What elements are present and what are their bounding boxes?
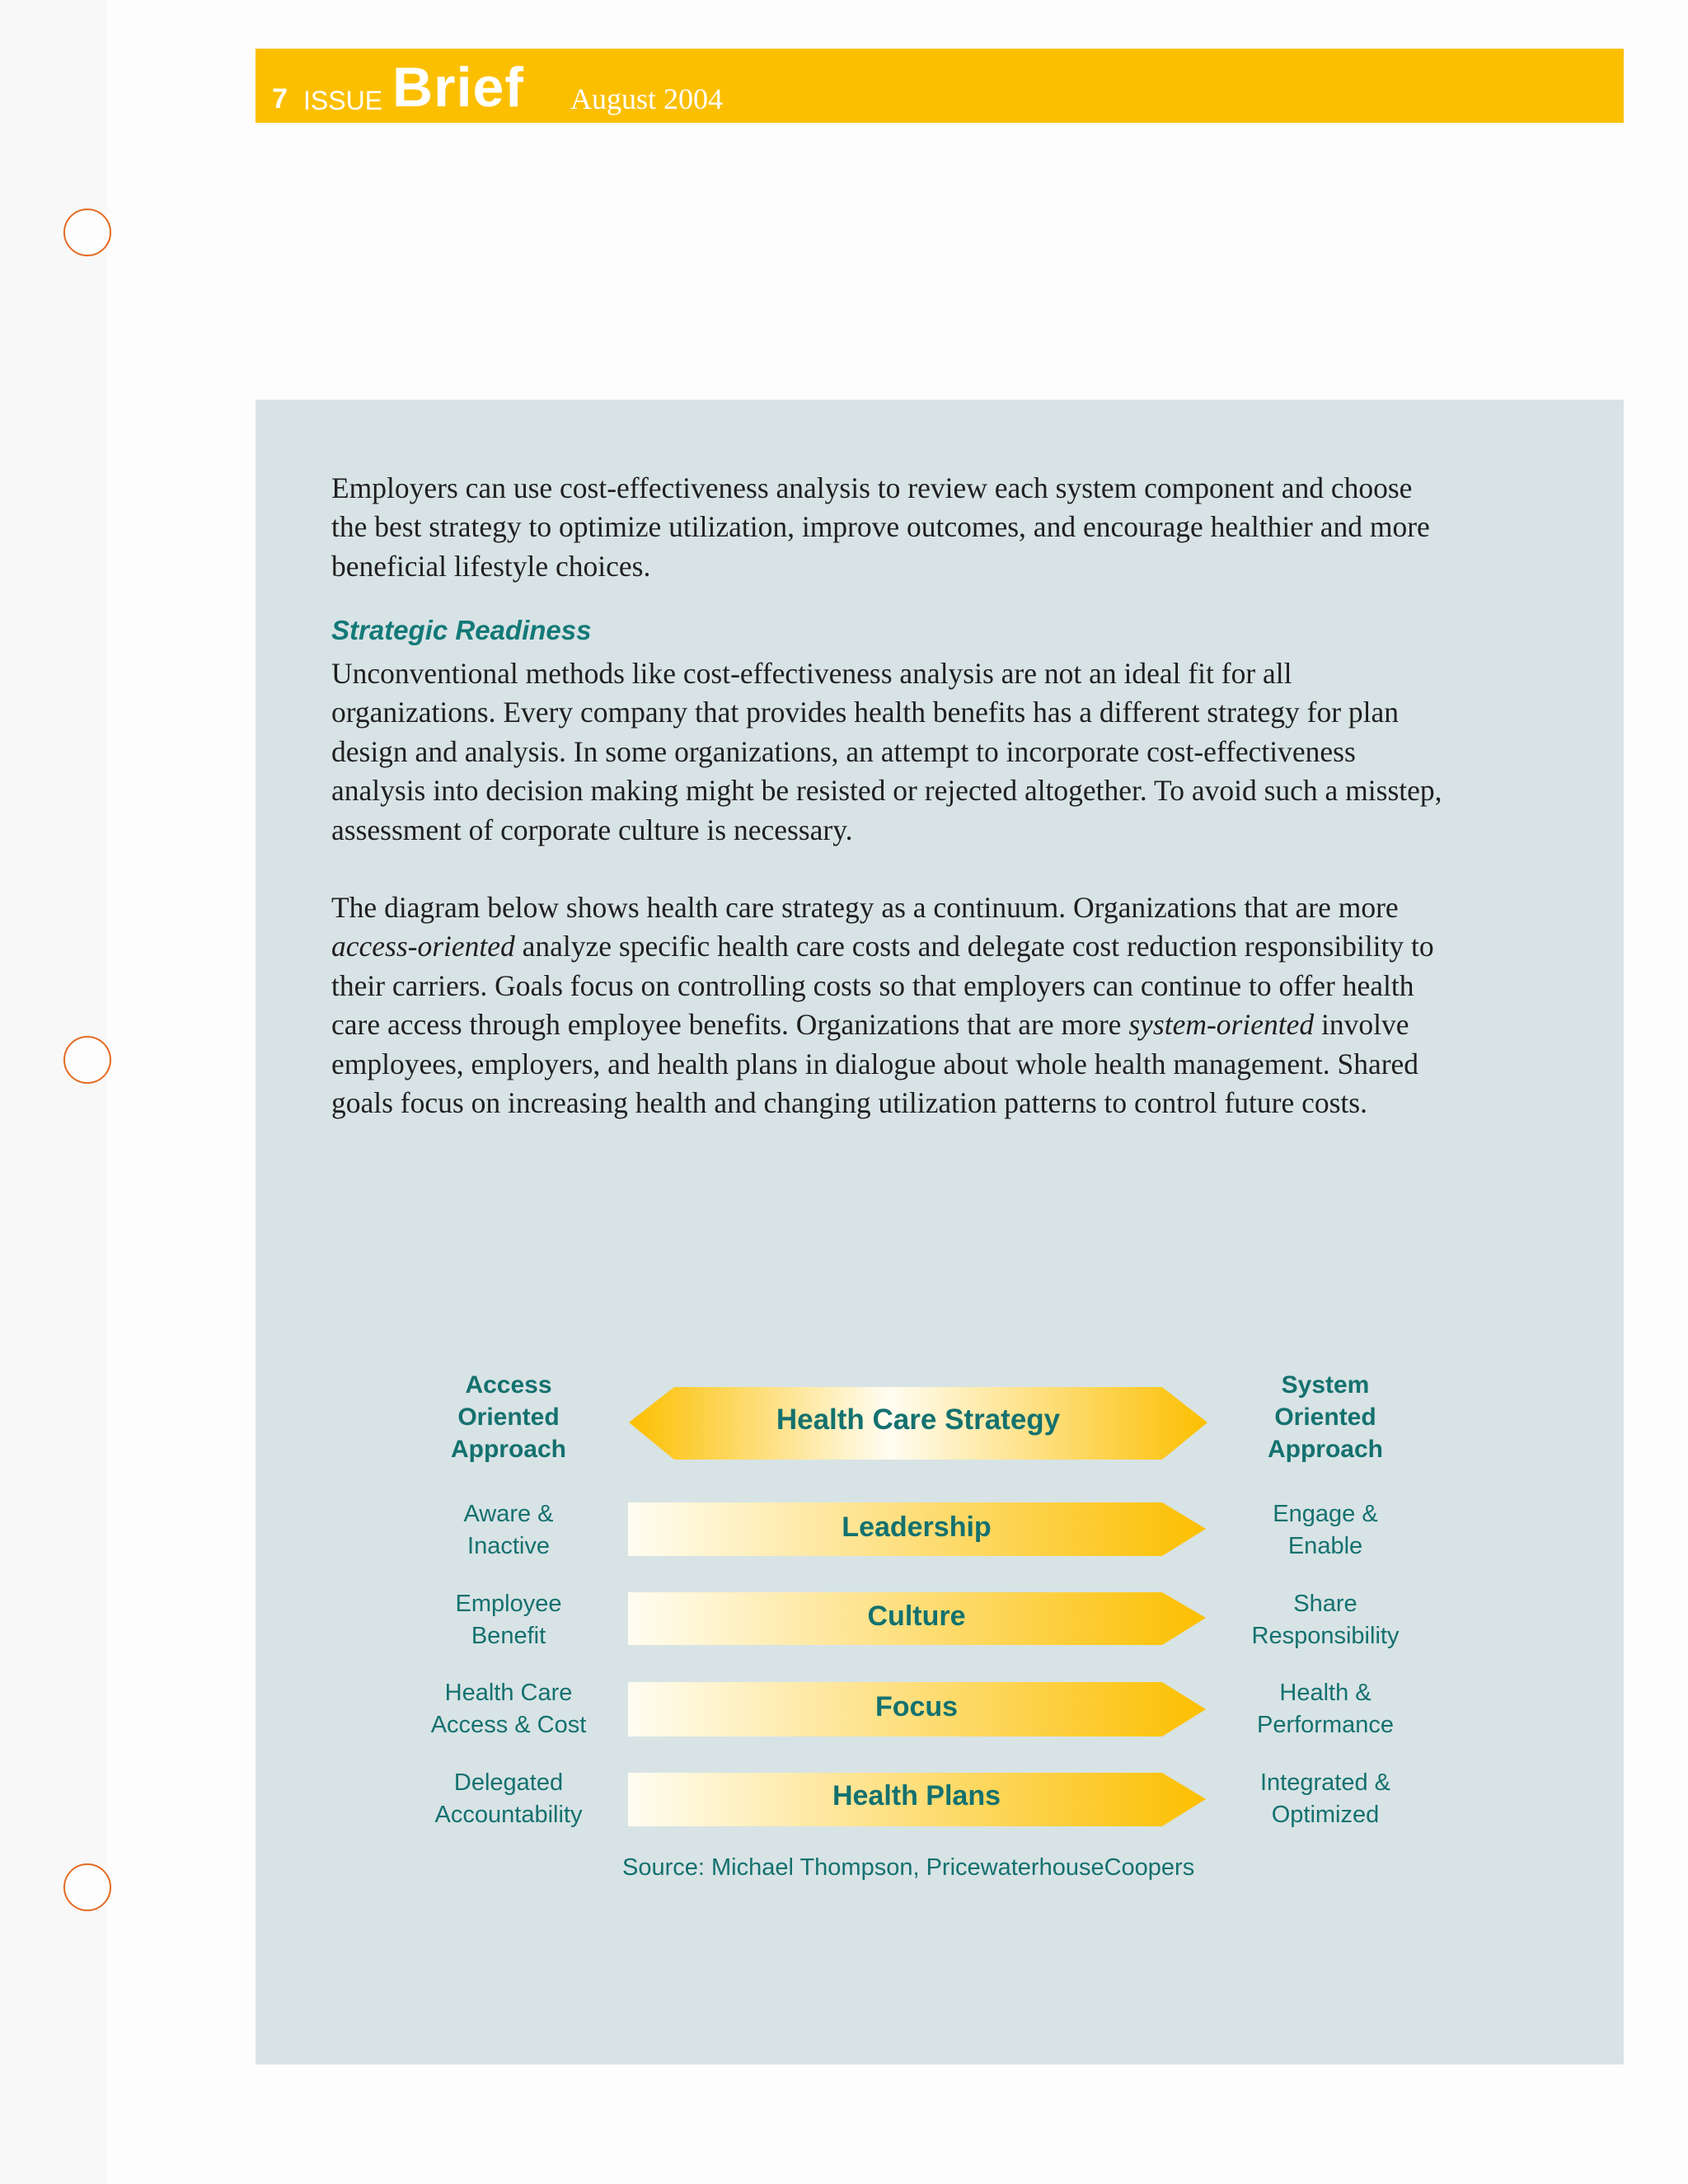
row-right-label — [1218, 1677, 1432, 1741]
paragraph-2-part-1: The diagram below shows health care strategy as a continuum. Organizations that are more — [331, 891, 1399, 924]
row-left-line: Access & Cost — [430, 1712, 587, 1738]
section-title: Strategic Readiness — [331, 615, 592, 645]
row-arrow-label: Culture — [867, 1601, 966, 1632]
row-right-label — [1218, 1767, 1432, 1831]
row-right-line: Performance — [1256, 1712, 1394, 1738]
page-number: 7 — [272, 83, 288, 115]
row-left-label — [401, 1588, 616, 1652]
access-oriented-term: access-oriented — [331, 930, 515, 963]
right-heading-line: System — [1281, 1371, 1370, 1399]
left-heading-line: Approach — [450, 1436, 566, 1463]
row-left-line: Employee — [455, 1591, 562, 1617]
row-right-line: Optimized — [1271, 1802, 1380, 1828]
brief-label: Brief — [392, 56, 524, 119]
right-heading-line: Oriented — [1274, 1404, 1376, 1431]
row-left-line: Accountability — [434, 1802, 583, 1828]
intro-paragraph: Employers can use cost-effectiveness analysis to review each system component and choose the best strategy to optimize utilization, improve outcomes, and encourage healthier and more beneficial lifestyle choices. — [331, 471, 1430, 583]
row-left-line: Delegated — [453, 1769, 564, 1796]
issue-label: ISSUE — [303, 86, 383, 115]
right-heading — [1218, 1369, 1432, 1465]
row-right-line: Integrated & — [1260, 1769, 1390, 1796]
row-left-line: Inactive — [467, 1533, 550, 1559]
left-heading — [401, 1369, 616, 1465]
row-right-line: Responsibility — [1251, 1623, 1400, 1649]
left-heading-line: Access — [465, 1371, 552, 1399]
row-right-line: Engage & — [1273, 1501, 1378, 1527]
issue-date: August 2004 — [570, 82, 724, 115]
section-paragraph-1: Unconventional methods like cost-effectiveness analysis are not an ideal fit for all organizations. Every company that provides health benefits has a different strategy for plan design and analysis. In some organizations, an attempt to incorporate cost-effectiveness analysis into decision making might be resisted or rejected altogether. To avoid such a misstep, assessment of corporate culture is necessary. — [331, 657, 1442, 846]
row-right-line: Share — [1293, 1591, 1357, 1617]
paragraph-2-part-2: analyze specific health care costs and delegate cost reduction responsibility to their carriers. Goals focus on controlling costs so that employers can continue to offer health care access through employee benefits. Organizations that are more — [331, 930, 1434, 1042]
row-left-label — [401, 1767, 616, 1831]
row-right-label — [1218, 1498, 1432, 1563]
row-left-line: Aware & — [463, 1501, 554, 1527]
row-arrow-label: Focus — [874, 1691, 959, 1722]
row-right-label — [1218, 1588, 1432, 1652]
left-heading-line: Oriented — [457, 1404, 560, 1431]
row-left-label — [401, 1498, 616, 1563]
row-left-line: Health Care — [444, 1680, 573, 1706]
row-right-line: Health & — [1279, 1680, 1372, 1706]
paragraph-2-part-3: involve employees, employers, and health plans in dialogue about whole health management. Shared goals focus on increasing health and changing utilization patterns to control future costs. — [331, 1008, 1419, 1120]
row-right-line: Enable — [1287, 1533, 1363, 1559]
right-heading-line: Approach — [1267, 1436, 1383, 1463]
row-arrow-label: Health Plans — [832, 1780, 1001, 1811]
main-arrow-label: Health Care Strategy — [776, 1404, 1061, 1436]
row-left-line: Benefit — [471, 1623, 546, 1649]
system-oriented-term: system-oriented — [1128, 1008, 1315, 1042]
diagram-source: Source: Michael Thompson, PricewaterhouseCoopers — [622, 1854, 1195, 1881]
row-left-label — [401, 1677, 616, 1741]
row-arrow-label: Leadership — [842, 1511, 992, 1543]
